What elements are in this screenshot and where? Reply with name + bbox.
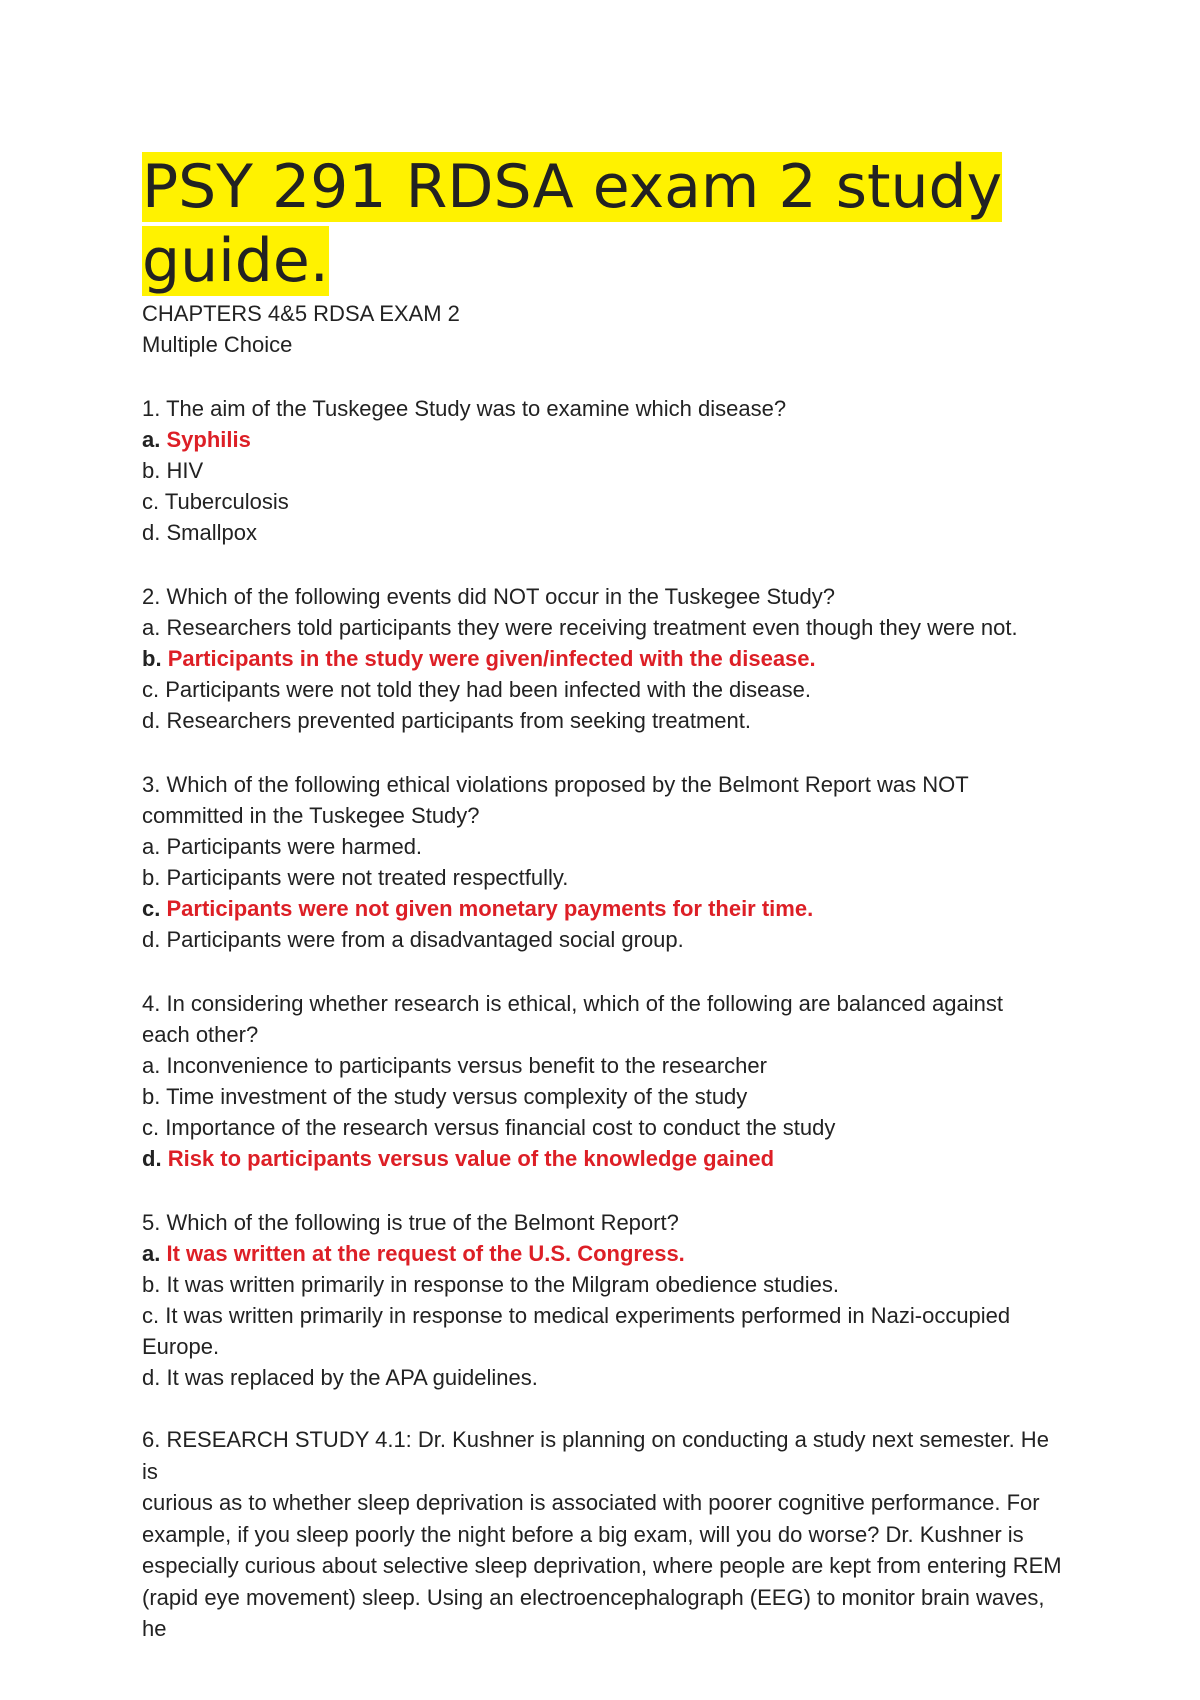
option-text: It was written primarily in response to the Milgram obedience studies. [166,1272,839,1297]
option-letter: a. [142,1241,161,1266]
question-text: 1. The aim of the Tuskegee Study was to examine which disease? [142,396,787,421]
option-d [142,705,1100,736]
option-text: Participants were not told they had been infected with the disease. [165,677,811,702]
option-letter: c. [142,489,160,514]
option-b [142,862,1100,893]
option-letter: d. [142,1365,161,1390]
question-text: 2. Which of the following events did NOT occur in the Tuskegee Study? [142,584,835,609]
doc-title-line-2 [142,224,1100,298]
section-heading: Multiple Choice [142,332,293,357]
option-text: Participants were harmed. [166,834,423,859]
option-letter: d. [142,1146,162,1171]
option-letter: b. [142,1272,161,1297]
option-d [142,924,1100,955]
option-b [142,1081,1100,1112]
option-letter: a. [142,834,161,859]
option-text: Participants in the study were given/infected with the disease. [167,646,816,671]
option-b [142,455,1100,486]
option-text: Inconvenience to participants versus benefit to the researcher [166,1053,767,1078]
option-text: It was replaced by the APA guidelines. [166,1365,538,1390]
option-a-correct [142,424,1100,455]
option-text: Participants were from a disadvantaged social group. [166,927,684,952]
option-letter: c. [142,1303,160,1328]
option-letter: a. [142,427,161,452]
question-5 [142,1207,1100,1393]
option-text: Risk to participants versus value of the knowledge gained [167,1146,775,1171]
option-b [142,1269,1100,1300]
option-a [142,1050,1100,1081]
option-text: Importance of the research versus financial cost to conduct the study [165,1115,836,1140]
option-letter: d. [142,708,161,733]
title-highlight-2: study [835,152,1003,222]
option-letter: c. [142,896,161,921]
doc-subtitle: CHAPTERS 4&5 RDSA EXAM 2 [142,301,460,326]
option-letter: b. [142,865,161,890]
option-c [142,486,1100,517]
option-c-correct [142,893,1100,924]
option-letter: d. [142,520,161,545]
question-text-cont: each other? [142,1022,259,1047]
question-6-passage [142,1424,1062,1645]
title-highlight-1: PSY 291 RDSA exam 2 [142,152,836,222]
option-letter: a. [142,615,161,640]
question-text-cont: committed in the Tuskegee Study? [142,803,480,828]
passage-line: (rapid eye movement) sleep. Using an electroencephalograph (EEG) to monitor brain waves, he [142,1584,1045,1641]
question-2 [142,581,1100,736]
option-letter: d. [142,927,161,952]
option-text: Researchers told participants they were receiving treatment even though they were not. [166,615,1018,640]
option-c [142,674,1100,705]
option-text: Tuberculosis [164,489,289,514]
option-letter: c. [142,677,160,702]
passage-line: 6. RESEARCH STUDY 4.1: Dr. Kushner is planning on conducting a study next semester. He is [142,1427,1049,1484]
option-text: HIV [166,458,204,483]
option-text: Time investment of the study versus complexity of the study [166,1084,748,1109]
passage-line: especially curious about selective sleep deprivation, where people are kept from entering REM [142,1553,1062,1578]
option-a-correct [142,1238,1100,1269]
question-1 [142,393,1100,548]
option-d-correct [142,1143,1100,1174]
option-b-correct [142,643,1100,674]
option-a [142,612,1100,643]
option-text: It was written primarily in response to medical experiments performed in Nazi-occupied [165,1303,1011,1328]
question-4 [142,988,1100,1174]
title-highlight-3: guide. [142,226,329,296]
option-text: Researchers prevented participants from seeking treatment. [166,708,751,733]
option-letter: b. [142,646,162,671]
question-text: 4. In considering whether research is ethical, which of the following are balanced against [142,991,1003,1016]
doc-title-line-1 [142,150,1100,224]
option-letter: b. [142,1084,161,1109]
option-text: It was written at the request of the U.S. Congress. [166,1241,685,1266]
question-text: 3. Which of the following ethical violations proposed by the Belmont Report was NOT [142,772,969,797]
option-c [142,1112,1100,1143]
option-letter: c. [142,1115,160,1140]
option-c [142,1300,1100,1331]
question-3 [142,769,1100,955]
passage-line: example, if you sleep poorly the night before a big exam, will you do worse? Dr. Kushner is [142,1521,1024,1547]
option-letter: b. [142,458,161,483]
option-text: Syphilis [166,427,251,452]
passage-line: curious as to whether sleep deprivation is associated with poorer cognitive performance. For [142,1490,1040,1515]
option-d [142,517,1100,548]
option-d [142,1362,1100,1393]
option-c-cont: Europe. [142,1334,220,1359]
question-text: 5. Which of the following is true of the Belmont Report? [142,1210,679,1235]
option-letter: a. [142,1053,161,1078]
option-text: Participants were not treated respectfully. [166,865,569,890]
option-a [142,831,1100,862]
option-text: Participants were not given monetary payments for their time. [166,896,814,921]
option-text: Smallpox [166,520,257,545]
